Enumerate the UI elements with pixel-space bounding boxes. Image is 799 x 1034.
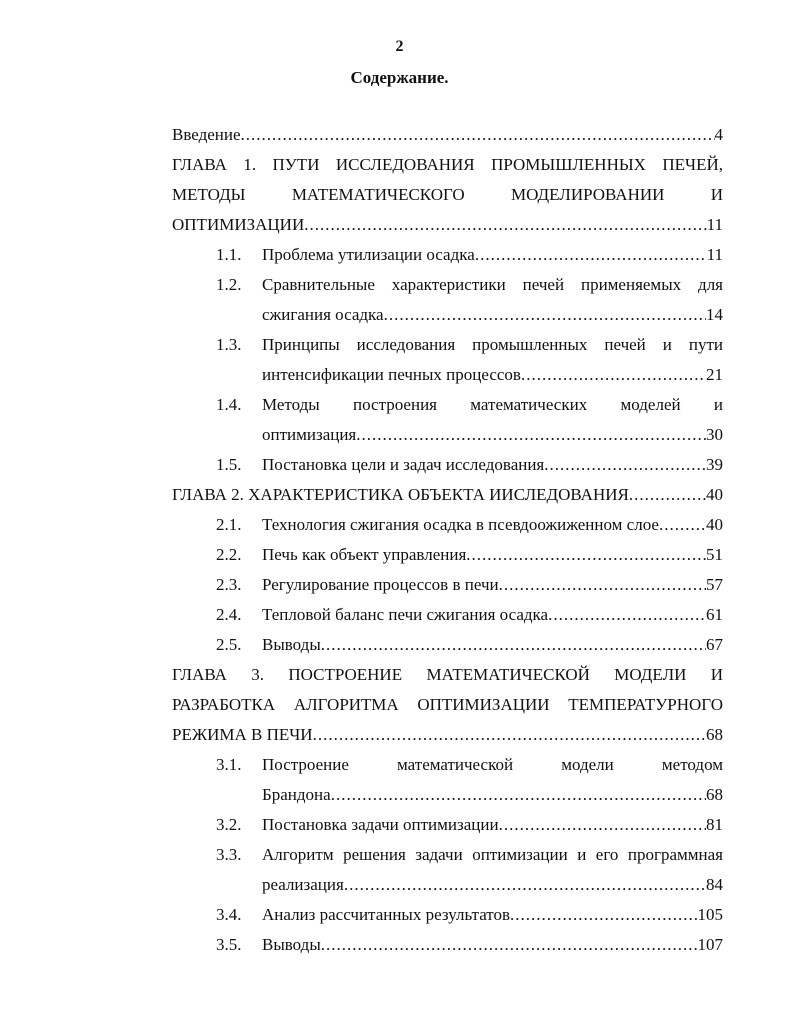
entry-body	[262, 510, 723, 540]
dot-leader	[304, 210, 706, 240]
entry-body	[262, 450, 723, 480]
entry-title-line: Методы построения математических моделей и	[262, 395, 723, 414]
entry-title: Регулирование процессов в печи	[262, 575, 499, 594]
entry-title: Постановка задачи оптимизации	[262, 815, 499, 834]
entry-title: ОПТИМИЗАЦИИ	[172, 215, 305, 234]
entry-page-number: 30	[706, 425, 723, 444]
entry-body	[262, 810, 723, 840]
section-number: 2.5.	[216, 635, 242, 654]
entry-page-number: 81	[706, 815, 723, 834]
toc-section-entry	[172, 390, 723, 450]
dot-leader	[548, 600, 706, 630]
toc-section-entry	[172, 510, 723, 540]
dot-leader	[521, 360, 706, 390]
entry-title-line: РАЗРАБОТКА АЛГОРИТМА ОПТИМИЗАЦИИ ТЕМПЕРАТУРНОГО	[172, 695, 723, 714]
entry-page-number: 68	[706, 785, 723, 804]
entry-title: Введение	[172, 125, 241, 144]
entry-last-line	[172, 720, 723, 750]
entry-title: интенсификации печных процессов	[262, 365, 521, 384]
entry-last-line	[262, 450, 723, 480]
toc-chapter-entry	[172, 120, 723, 150]
section-number: 2.2.	[216, 545, 242, 564]
dot-leader	[499, 810, 706, 840]
entry-title-line: Построение математической модели методом	[262, 755, 723, 774]
entry-page-number: 11	[706, 215, 723, 234]
entry-page-number: 105	[697, 905, 723, 924]
dot-leader	[659, 510, 706, 540]
section-number: 1.2.	[216, 275, 242, 294]
entry-last-line	[262, 300, 723, 330]
entry-title: ГЛАВА 2. ХАРАКТЕРИСТИКА ОБЪЕКТА ИИСЛЕДОВАНИЯ	[172, 485, 629, 504]
toc-section-entry	[172, 240, 723, 270]
entry-page-number: 14	[706, 305, 723, 324]
entry-body	[262, 270, 723, 330]
dot-leader	[356, 420, 706, 450]
entry-page-number: 57	[706, 575, 723, 594]
toc-section-entry	[172, 750, 723, 810]
toc-section-entry	[172, 540, 723, 570]
entry-last-line	[262, 360, 723, 390]
entry-last-line	[262, 240, 723, 270]
entry-body	[262, 750, 723, 810]
toc-section-entry	[172, 330, 723, 390]
entry-page-number: 4	[714, 125, 723, 144]
section-number: 3.3.	[216, 845, 242, 864]
entry-title-line: Алгоритм решения задачи оптимизации и его программная	[262, 845, 723, 864]
page-number: 2	[395, 38, 404, 55]
entry-body	[262, 330, 723, 390]
dot-leader	[475, 240, 707, 270]
entry-title: Проблема утилизации осадка	[262, 245, 475, 264]
section-number: 1.1.	[216, 245, 242, 264]
entry-page-number: 107	[697, 935, 723, 954]
section-number: 2.1.	[216, 515, 242, 534]
entry-last-line	[262, 600, 723, 630]
dot-leader	[510, 900, 697, 930]
entry-last-line	[262, 780, 723, 810]
entry-last-line	[172, 210, 723, 240]
entry-title-line: МЕТОДЫ МАТЕМАТИЧЕСКОГО МОДЕЛИРОВАНИИ И	[172, 185, 723, 204]
entry-title-line: ГЛАВА 1. ПУТИ ИССЛЕДОВАНИЯ ПРОМЫШЛЕННЫХ ПЕЧЕЙ,	[172, 155, 723, 174]
entry-page-number: 40	[706, 515, 723, 534]
page-title: Содержание.	[350, 68, 449, 87]
dot-leader	[544, 450, 706, 480]
entry-last-line	[262, 540, 723, 570]
entry-title: Анализ рассчитанных результатов	[262, 905, 511, 924]
entry-page-number: 61	[706, 605, 723, 624]
table-of-contents	[172, 120, 723, 960]
dot-leader	[384, 300, 706, 330]
entry-page-number: 11	[706, 245, 723, 264]
entry-page-number: 40	[706, 485, 723, 504]
toc-chapter-entry	[172, 660, 723, 750]
entry-page-number: 21	[706, 365, 723, 384]
entry-page-number: 84	[706, 875, 723, 894]
section-number: 3.5.	[216, 935, 242, 954]
toc-section-entry	[172, 840, 723, 900]
entry-title: РЕЖИМА В ПЕЧИ	[172, 725, 313, 744]
dot-leader	[499, 570, 706, 600]
section-number: 1.5.	[216, 455, 242, 474]
dot-leader	[241, 120, 715, 150]
dot-leader	[629, 480, 706, 510]
entry-page-number: 51	[706, 545, 723, 564]
entry-title: Печь как объект управления	[262, 545, 467, 564]
entry-title: реализация	[262, 875, 344, 894]
dot-leader	[321, 630, 706, 660]
entry-body	[262, 630, 723, 660]
entry-title-line: Принципы исследования промышленных печей и пути	[262, 335, 723, 354]
entry-last-line	[262, 570, 723, 600]
entry-title: Выводы	[262, 635, 321, 654]
toc-section-entry	[172, 810, 723, 840]
entry-body	[262, 240, 723, 270]
entry-body	[262, 390, 723, 450]
dot-leader	[331, 780, 706, 810]
entry-title-line: ГЛАВА 3. ПОСТРОЕНИЕ МАТЕМАТИЧЕСКОЙ МОДЕЛИ И	[172, 665, 723, 684]
entry-last-line	[262, 900, 723, 930]
entry-last-line	[262, 810, 723, 840]
entry-body	[262, 840, 723, 900]
entry-page-number: 68	[706, 725, 723, 744]
entry-last-line	[262, 930, 723, 960]
entry-title: Выводы	[262, 935, 321, 954]
section-number: 3.2.	[216, 815, 242, 834]
toc-section-entry	[172, 930, 723, 960]
entry-body	[262, 930, 723, 960]
toc-section-entry	[172, 900, 723, 930]
toc-section-entry	[172, 630, 723, 660]
section-number: 2.3.	[216, 575, 242, 594]
toc-section-entry	[172, 600, 723, 630]
entry-body	[262, 570, 723, 600]
entry-body	[262, 900, 723, 930]
entry-title: Технология сжигания осадка в псевдоожиженном слое	[262, 515, 659, 534]
dot-leader	[313, 720, 706, 750]
dot-leader	[321, 930, 698, 960]
toc-section-entry	[172, 270, 723, 330]
entry-last-line	[262, 870, 723, 900]
section-number: 3.1.	[216, 755, 242, 774]
section-number: 1.4.	[216, 395, 242, 414]
toc-chapter-entry	[172, 150, 723, 240]
entry-title: оптимизация	[262, 425, 357, 444]
entry-last-line	[172, 120, 723, 150]
entry-title: Тепловой баланс печи сжигания осадка	[262, 605, 549, 624]
toc-section-entry	[172, 450, 723, 480]
entry-last-line	[262, 420, 723, 450]
section-number: 3.4.	[216, 905, 242, 924]
entry-page-number: 39	[706, 455, 723, 474]
entry-last-line	[262, 630, 723, 660]
section-number: 2.4.	[216, 605, 242, 624]
entry-title-line: Сравнительные характеристики печей применяемых для	[262, 275, 723, 294]
entry-title: Брандона	[262, 785, 331, 804]
entry-title: Постановка цели и задач исследования	[262, 455, 545, 474]
entry-title: сжигания осадка	[262, 305, 384, 324]
dot-leader	[466, 540, 706, 570]
entry-body	[262, 600, 723, 630]
entry-body	[262, 540, 723, 570]
dot-leader	[344, 870, 706, 900]
entry-last-line	[172, 480, 723, 510]
entry-last-line	[262, 510, 723, 540]
section-number: 1.3.	[216, 335, 242, 354]
toc-chapter-entry	[172, 480, 723, 510]
entry-page-number: 67	[706, 635, 723, 654]
toc-section-entry	[172, 570, 723, 600]
